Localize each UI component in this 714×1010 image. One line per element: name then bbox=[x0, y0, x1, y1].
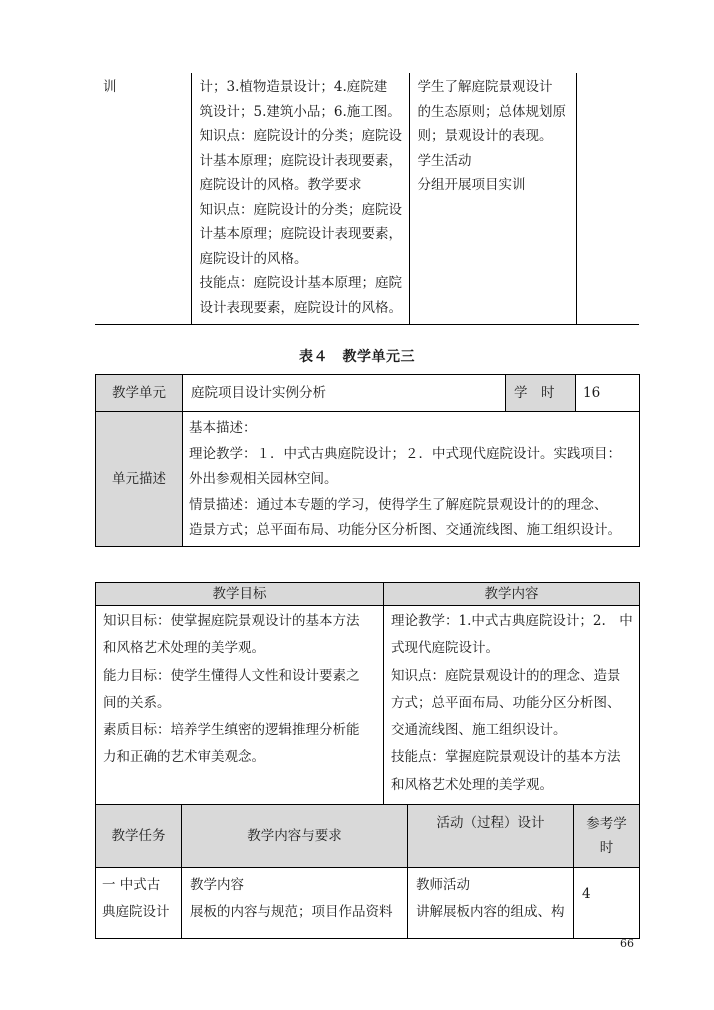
text-line: 计基本原理；庭院设计表现要素， bbox=[199, 152, 402, 169]
text-line: 则；景观设计的表现。 bbox=[417, 128, 553, 144]
text-line: 学生了解庭院景观设计 bbox=[417, 79, 553, 95]
text-line: 庭院设计的风格。教学要求 bbox=[199, 177, 362, 193]
continuation-col1 bbox=[95, 73, 191, 325]
text-line: 学生活动 bbox=[417, 152, 472, 169]
text-line: 方式；总平面布局、功能分区分析图、 bbox=[391, 694, 621, 711]
text-line: 筑设计；5.建筑小品；6.施工图。 bbox=[199, 103, 401, 120]
text-line: 分组开展项目实训 bbox=[417, 177, 526, 193]
task-table bbox=[95, 804, 640, 939]
text-line: 知识点：庭院设计的分类；庭院设 bbox=[199, 128, 402, 144]
continuation-table bbox=[95, 73, 639, 325]
unit-label: 教学单元 bbox=[96, 375, 183, 412]
unit-description bbox=[183, 412, 640, 547]
text-line: 和风格艺术处理的美学观。 bbox=[103, 640, 265, 657]
unit-value: 庭院项目设计实例分析 bbox=[183, 375, 506, 412]
text-line: 设计表现要素，庭院设计的风格。 bbox=[199, 299, 402, 316]
text-line: 计基本原理；庭院设计表现要素， bbox=[199, 226, 402, 242]
goals-table bbox=[95, 582, 640, 806]
text-line: 基本描述： bbox=[189, 420, 257, 436]
text-line: 教学内容 bbox=[190, 877, 244, 893]
text-line: 技能点：庭院设计基本原理；庭院 bbox=[199, 275, 402, 291]
text-line: 教师活动 bbox=[416, 877, 470, 893]
content-requirements-header: 教学内容与要求 bbox=[182, 805, 408, 868]
text-line: 外出参观相关园林空间。 bbox=[189, 471, 338, 487]
text-line: 和风格艺术处理的美学观。 bbox=[391, 776, 553, 793]
continuation-col3 bbox=[409, 73, 576, 325]
text-line: 庭院设计的风格。 bbox=[199, 250, 308, 267]
text-line: 展板的内容与规范；项目作品资料 bbox=[190, 904, 393, 920]
text-line: 训 bbox=[103, 79, 117, 95]
text-line: 技能点：掌握庭院景观设计的基本方法 bbox=[391, 749, 621, 766]
text-line: 时 bbox=[599, 840, 614, 856]
text-line: 讲解展板内容的组成、构 bbox=[416, 904, 565, 920]
text-line: 知识目标：使掌握庭院景观设计的基本方法 bbox=[103, 613, 360, 629]
description-label: 单元描述 bbox=[96, 412, 183, 547]
text-line: 造景方式；总平面布局、功能分区分析图、交通流线图、施工组织设计。 bbox=[189, 522, 621, 538]
table-caption: 表４ 教学单元三 bbox=[299, 349, 415, 365]
text-line: 参考学 bbox=[586, 815, 627, 832]
continuation-col2 bbox=[191, 73, 409, 325]
task-activity-cell bbox=[408, 868, 574, 939]
text-line: 力和正确的艺术审美观念。 bbox=[103, 749, 265, 766]
task-cell bbox=[96, 868, 182, 939]
text-line: 的生态原则；总体规划原 bbox=[417, 103, 566, 120]
task-hours-cell: 4 bbox=[574, 868, 640, 939]
goals-body bbox=[96, 606, 384, 806]
text-line: 交通流线图、施工组织设计。 bbox=[391, 722, 567, 739]
text-line: 典庭院设计 bbox=[102, 904, 170, 920]
continuation-col4 bbox=[576, 73, 639, 325]
text-line: 间的关系。 bbox=[103, 694, 171, 711]
content-body bbox=[384, 606, 640, 806]
task-header: 教学任务 bbox=[96, 805, 182, 868]
text-line: 素质目标：培养学生缜密的逻辑推理分析能 bbox=[103, 722, 360, 739]
text-line: 能力目标：使学生懂得人文性和设计要素之 bbox=[103, 667, 360, 684]
text-line: 式现代庭院设计。 bbox=[391, 640, 499, 657]
content-header: 教学内容 bbox=[384, 583, 640, 606]
text-line: 理论教学：１．中式古典庭院设计；２．中式现代庭院设计。实践项目： bbox=[189, 445, 621, 462]
text-line: 一 中式古 bbox=[102, 877, 161, 893]
text-line: 理论教学：1.中式古典庭院设计；2. 中 bbox=[391, 613, 633, 629]
activity-design-header: 活动（过程）设计 bbox=[408, 805, 574, 868]
text-line: 计；3.植物造景设计；4.庭院建 bbox=[199, 79, 388, 95]
task-content-cell bbox=[182, 868, 408, 939]
goals-header: 教学目标 bbox=[96, 583, 384, 606]
page-number: 66 bbox=[620, 937, 634, 950]
text-line: 知识点：庭院景观设计的的理念、造景 bbox=[391, 667, 621, 684]
text-line: 情景描述：通过本专题的学习，使得学生了解庭院景观设计的的理念、 bbox=[189, 496, 608, 513]
hours-value: 16 bbox=[576, 375, 640, 412]
text-line: 知识点：庭院设计的分类；庭院设 bbox=[199, 201, 402, 218]
unit-table bbox=[95, 374, 640, 547]
hours-label: 学 时 bbox=[506, 375, 576, 412]
reference-hours-header bbox=[574, 805, 640, 868]
